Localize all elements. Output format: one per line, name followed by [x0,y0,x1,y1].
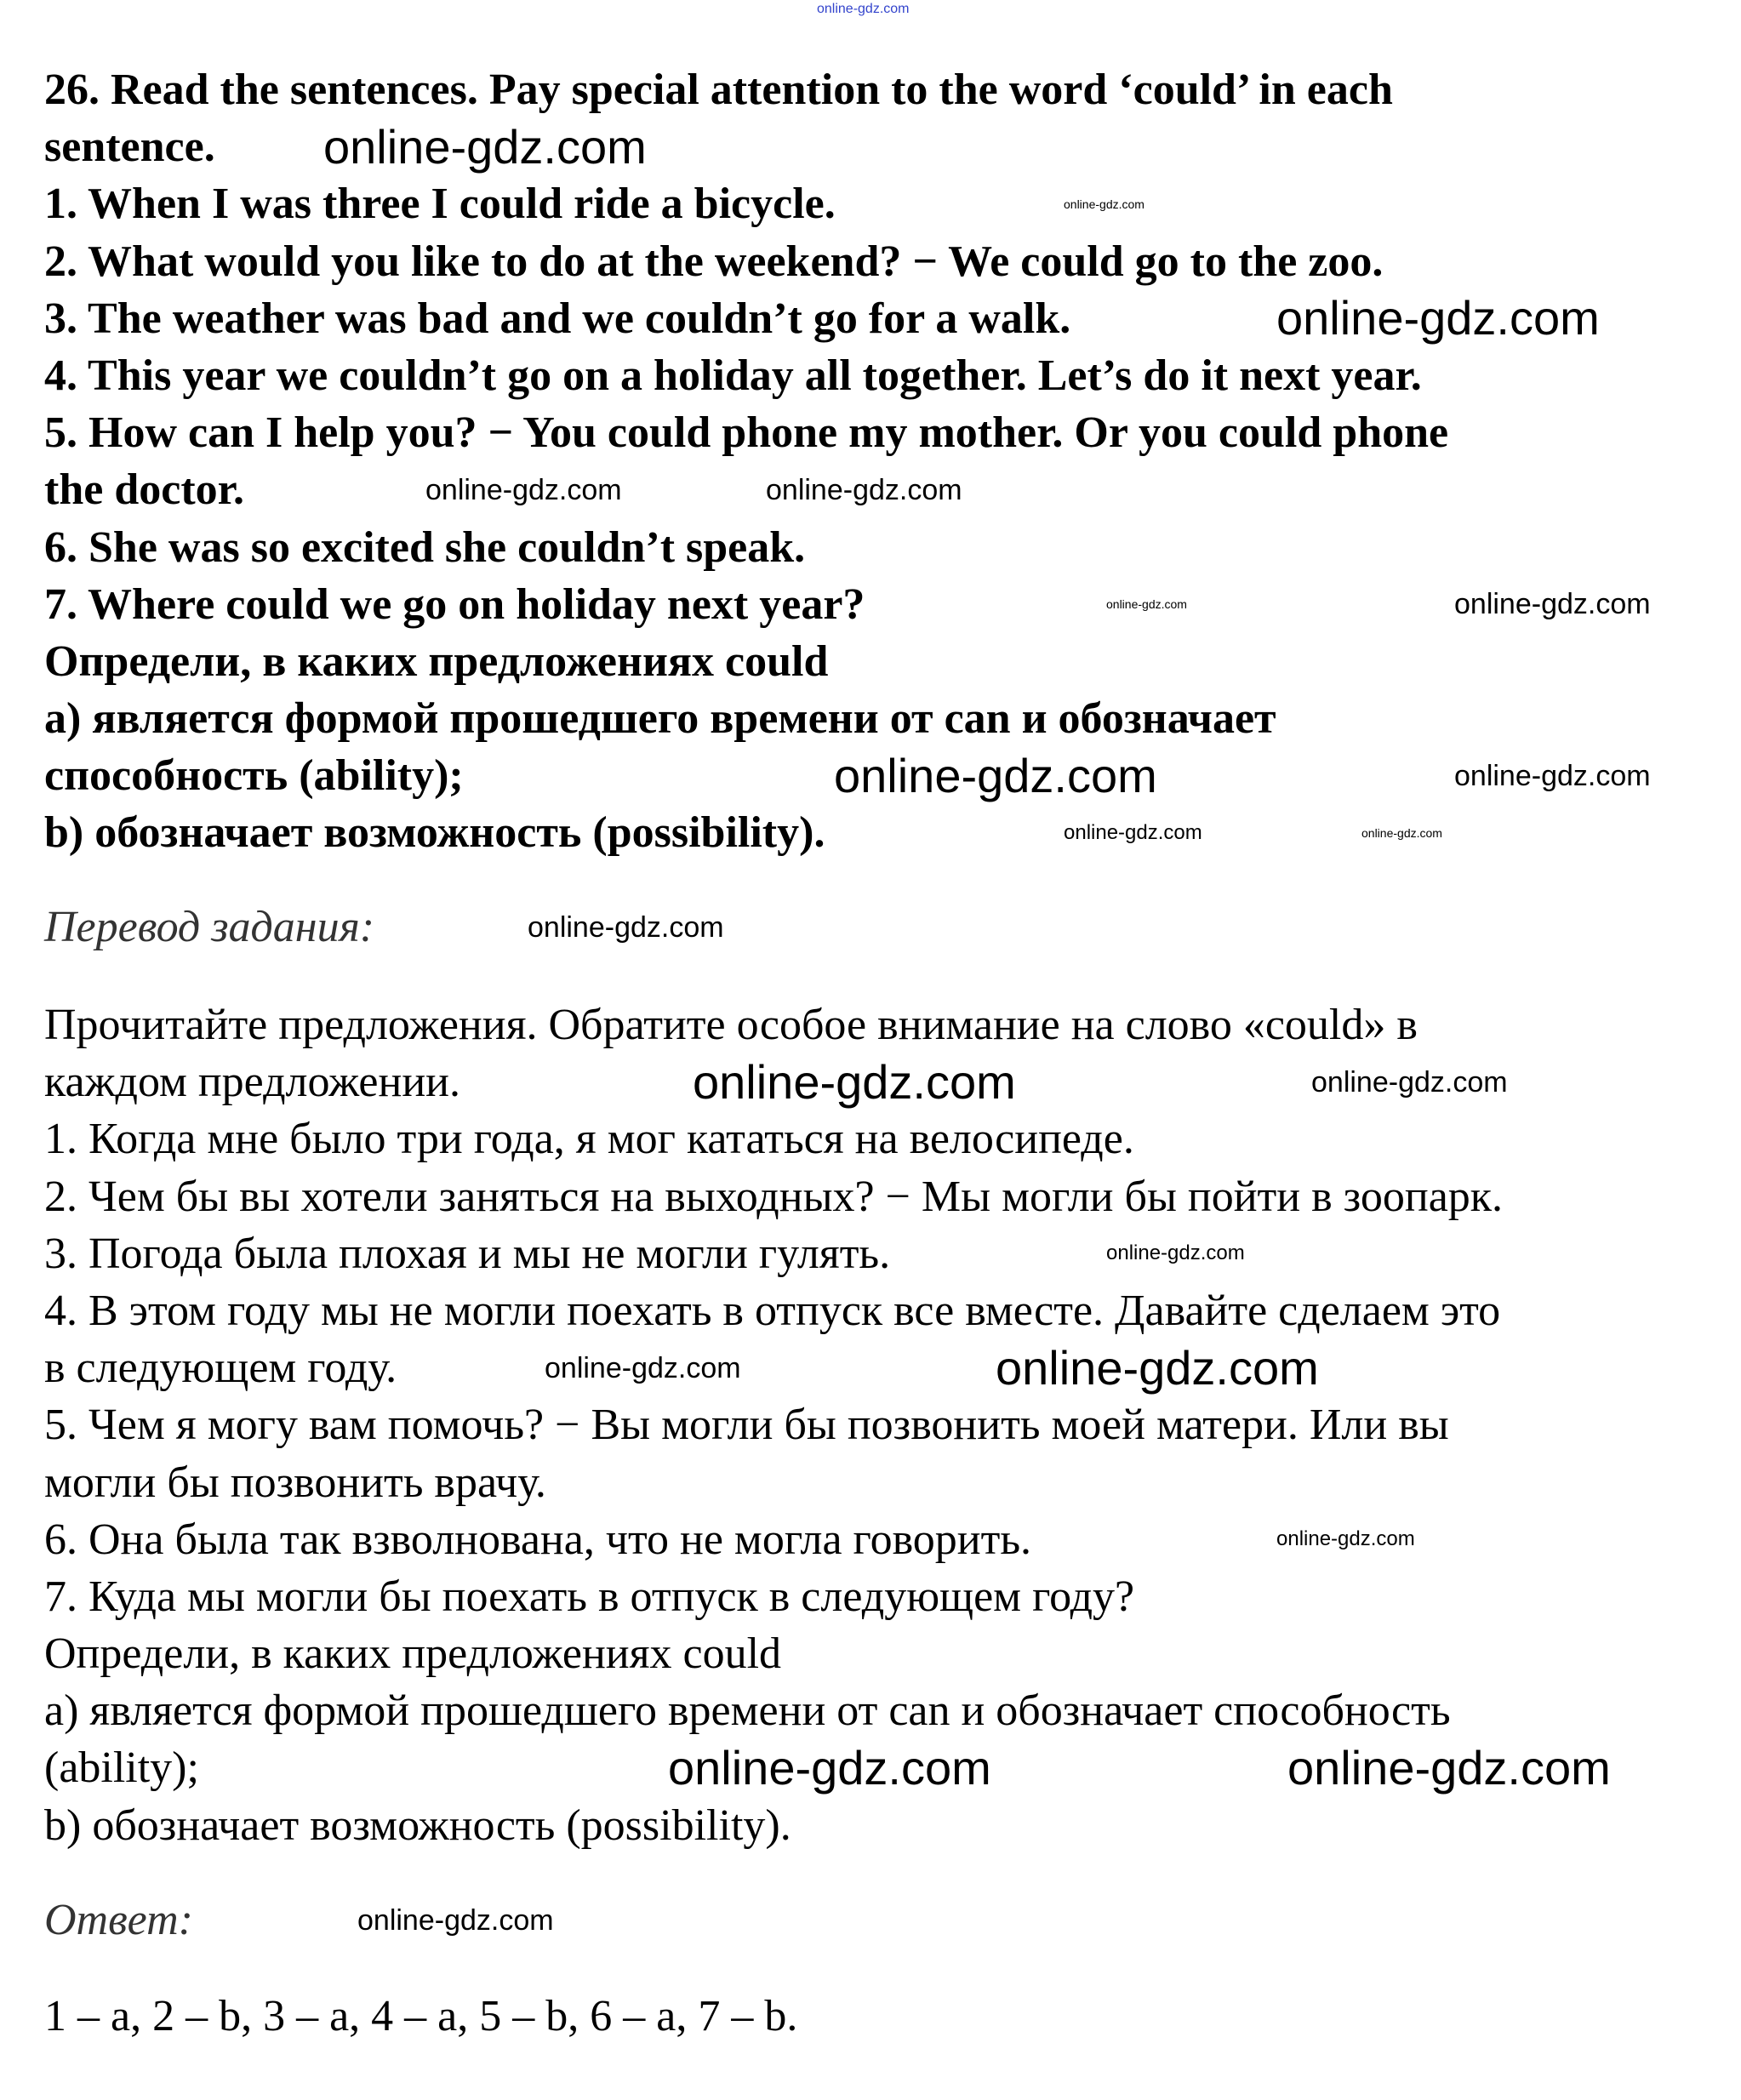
watermark: online-gdz.com [1361,826,1442,840]
watermark: online-gdz.com [1287,1741,1611,1795]
option-a-cont: способность (ability); [44,751,464,801]
watermark: online-gdz.com [1454,588,1651,620]
translation-line: каждом предложении. [44,1058,460,1107]
translation-line: 4. В этом году мы не могли поехать в отпуск все вместе. Давайте сделаем это [44,1286,1501,1335]
sentence-7: 7. Where could we go on holiday next year? [44,579,865,629]
watermark: online-gdz.com [1106,1241,1245,1264]
watermark: online-gdz.com [357,1904,554,1937]
translation-text [44,996,1503,1854]
watermark: online-gdz.com [817,2,910,16]
translation-line: могли бы позвонить врачу. [44,1458,546,1507]
watermark: online-gdz.com [996,1341,1319,1395]
watermark: online-gdz.com [834,749,1157,802]
translation-heading: Перевод задания: [44,903,375,951]
sentence-3: 3. The weather was bad and we couldn’t go for a walk. [44,294,1071,343]
watermark: online-gdz.com [323,120,647,174]
translation-line: Определи, в каких предложениях could [44,1629,782,1679]
watermark: online-gdz.com [1276,291,1600,345]
translation-line: Прочитайте предложения. Обратите особое внимание на слово «could» в [44,1001,1418,1049]
watermark: online-gdz.com [766,474,962,506]
watermark: online-gdz.com [528,911,724,944]
watermark: online-gdz.com [425,474,622,506]
translation-line: a) является формой прошедшего времени от can и обозначает способность [44,1686,1451,1736]
watermark: online-gdz.com [1454,760,1651,792]
sentence-2: 2. What would you like to do at the weekend? − We could go to the zoo. [44,237,1384,286]
translation-line: 5. Чем я могу вам помочь? − Вы могли бы позвонить моей матери. Или вы [44,1401,1449,1450]
translation-line: в следующем году. [44,1344,397,1393]
translation-line: (ability); [44,1743,199,1793]
watermark: online-gdz.com [1064,197,1144,211]
watermark: online-gdz.com [1311,1066,1508,1099]
sentence-6: 6. She was so excited she couldn’t speak. [44,522,806,572]
watermark: online-gdz.com [1276,1527,1415,1550]
instruction: Определи, в каких предложениях could [44,636,829,686]
translation-line: 1. Когда мне было три года, я мог кататься на велосипеде. [44,1115,1134,1164]
watermark: online-gdz.com [693,1055,1016,1109]
answer-heading: Ответ: [44,1896,193,1944]
sentence-4: 4. This year we couldn’t go on a holiday all together. Let’s do it next year. [44,351,1422,400]
sentence-5: 5. How can I help you? − You could phone my mother. Or you could phone [44,408,1449,458]
answer-text: 1 – a, 2 – b, 3 – a, 4 – a, 5 – b, 6 – a, 7 – b. [44,1992,798,2040]
watermark: online-gdz.com [1106,597,1187,611]
task-text [44,61,1448,862]
translation-line: 3. Погода была плохая и мы не могли гулять. [44,1229,891,1278]
task-heading-cont: sentence. [44,123,215,172]
sentence-5-cont: the doctor. [44,465,244,515]
option-a: a) является формой прошедшего времени от can и обозначает [44,694,1276,744]
translation-line: 6. Она была так взволнована, что не могла говорить. [44,1515,1032,1564]
translation-line: 7. Куда мы могли бы поехать в отпуск в следующем году? [44,1572,1135,1621]
watermark: online-gdz.com [668,1741,991,1795]
translation-line: 2. Чем бы вы хотели заняться на выходных? − Мы могли бы пойти в зоопарк. [44,1172,1504,1221]
watermark: online-gdz.com [545,1352,741,1384]
translation-line: b) обозначает возможность (possibility). [44,1800,791,1850]
task-heading: 26. Read the sentences. Pay special attention to the word ‘could’ in each [44,66,1393,114]
sentence-1: 1. When I was three I could ride a bicycle. [44,180,836,229]
option-b: b) обозначает возможность (possibility). [44,808,825,858]
watermark: online-gdz.com [1064,821,1202,844]
